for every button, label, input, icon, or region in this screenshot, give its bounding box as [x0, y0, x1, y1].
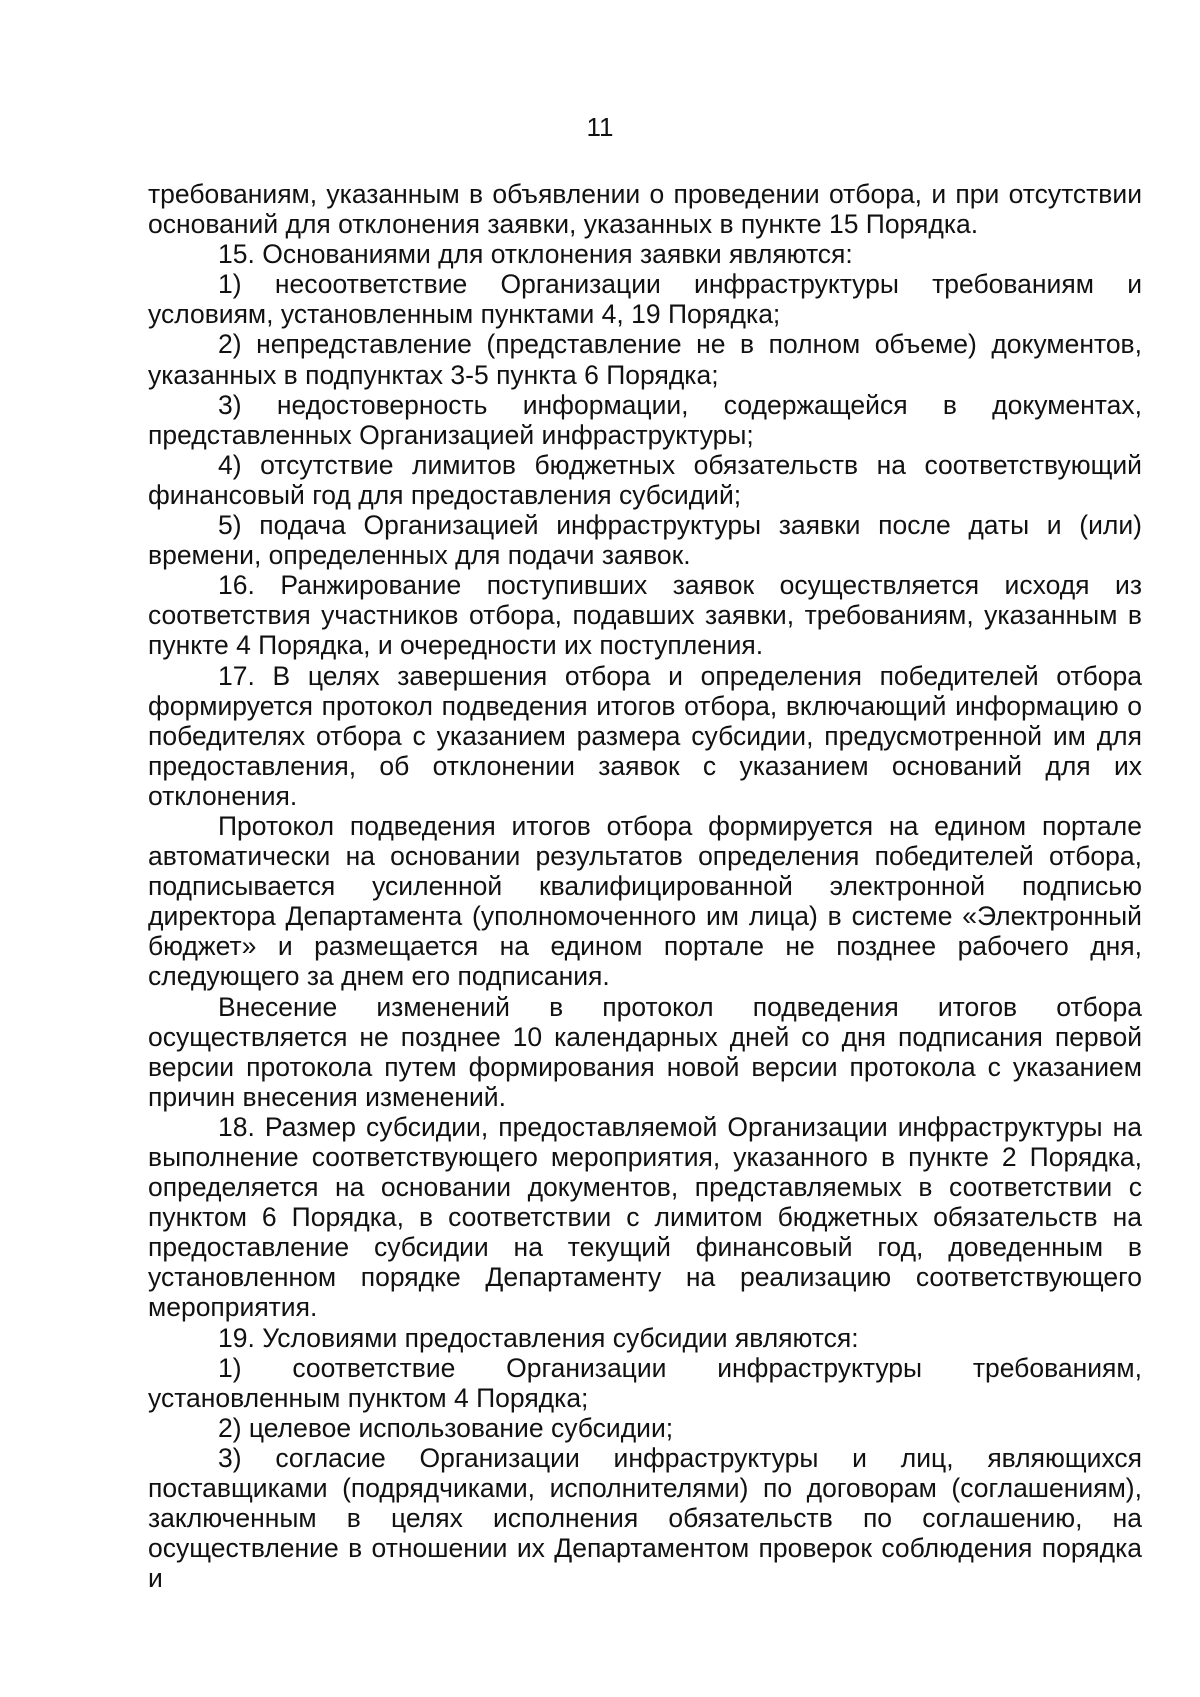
page-number: 11 [586, 112, 614, 142]
paragraph: 5) подача Организацией инфраструктуры заявки после даты и (или) времени, определенных для подачи заявок. [148, 510, 1142, 571]
paragraph: 3) согласие Организации инфраструктуры и лиц, являющихся поставщиками (подрядчиками, исполнителями) по договорам (соглашениям), заключенным в целях исполнения обязательств по соглашению, на осуществление в отношении их Департаментом проверок соблюдения порядка и [148, 1442, 1142, 1594]
paragraph: 2) целевое использование субсидии; [218, 1412, 674, 1443]
paragraph: 18. Размер субсидии, предоставляемой Организации инфраструктуры на выполнение соответствующего мероприятия, указанного в пункте 2 Порядка, определяется на основании документов, представляемых в соответствии с пунктом 6 Порядка, в соответствии с лимитом бюджетных обязательств на предоставление субсидии на текущий финансовый год, доведенным в установленном порядке Департаменту на реализацию соответствующего мероприятия. [148, 1111, 1142, 1323]
paragraph: требованиям, указанным в объявлении о проведении отбора, и при отсутствии оснований для отклонения заявки, указанных в пункте 15 Порядка. [148, 179, 1142, 240]
paragraph: 15. Основаниями для отклонения заявки являются: [218, 239, 853, 270]
paragraph: Протокол подведения итогов отбора формируется на едином портале автоматически на основании результатов определения победителей отбора, подписывается усиленной квалифицированной электронной подписью директора Департамента (уполномоченного им лица) в системе «Электронный бюджет» и размещается на едином портале не позднее рабочего дня, следующего за днем его подписания. [148, 810, 1142, 992]
paragraph: 17. В целях завершения отбора и определения победителей отбора формируется протокол подведения итогов отбора, включающий информацию о победителях отбора с указанием размера субсидии, предусмотренной им для предоставления, об отклонении заявок с указанием оснований для их отклонения. [148, 660, 1142, 811]
paragraph: Внесение изменений в протокол подведения итогов отбора осуществляется не позднее 10 календарных дней со дня подписания первой версии протокола путем формирования новой версии протокола с указанием причин внесения изменений. [148, 991, 1142, 1112]
paragraph: 1) несоответствие Организации инфраструктуры требованиям и условиям, установленным пунктами 4, 19 Порядка; [148, 269, 1142, 330]
paragraph: 19. Условиями предоставления субсидии являются: [218, 1322, 859, 1353]
paragraph: 4) отсутствие лимитов бюджетных обязательств на соответствующий финансовый год для предоставления субсидий; [148, 449, 1142, 510]
paragraph: 3) недостоверность информации, содержащейся в документах, представленных Организацией инфраструктуры; [148, 389, 1142, 450]
paragraph: 16. Ранжирование поступивших заявок осуществляется исходя из соответствия участников отбора, подавших заявки, требованиям, указанным в пункте 4 Порядка, и очередности их поступления. [148, 570, 1142, 661]
paragraph: 2) непредставление (представление не в полном объеме) документов, указанных в подпунктах 3-5 пункта 6 Порядка; [148, 329, 1142, 390]
document-body [148, 179, 1142, 1593]
paragraph: 1) соответствие Организации инфраструктуры требованиям, установленным пунктом 4 Порядка; [148, 1352, 1142, 1413]
